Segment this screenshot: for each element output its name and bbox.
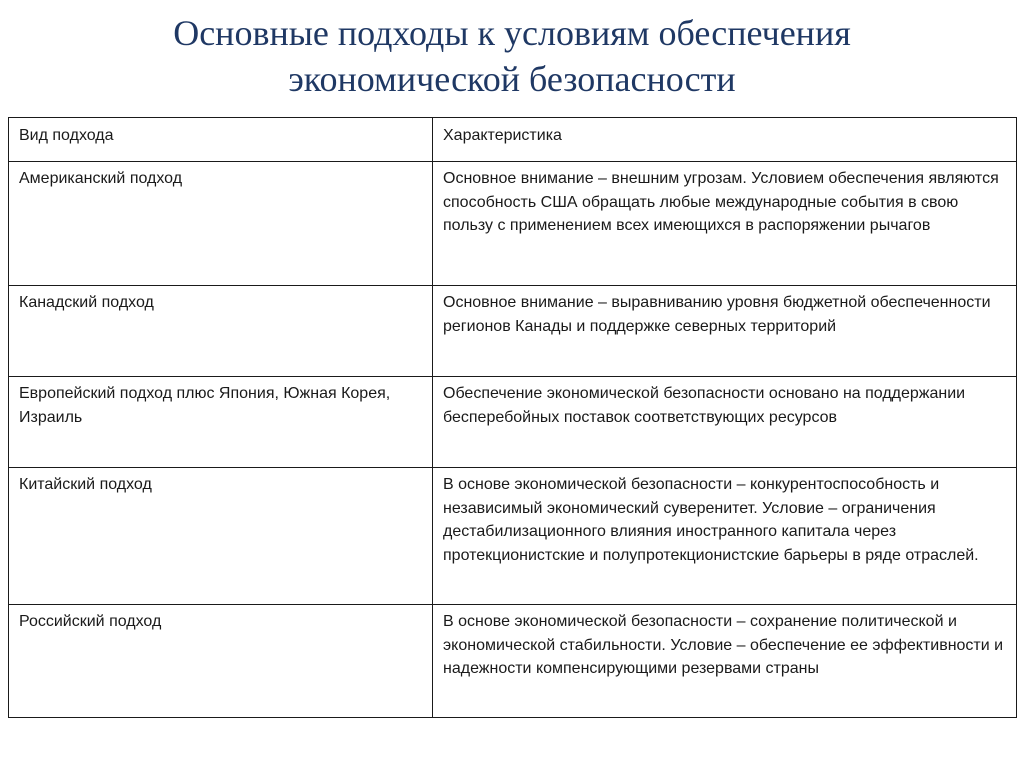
- table-row: [9, 377, 1017, 468]
- page-title: [60, 10, 964, 102]
- approach-description-cell: Основное внимание – выравниванию уровня бюджетной обеспеченности регионов Канады и поддержке северных территорий: [433, 286, 1017, 377]
- approaches-table: [8, 117, 1017, 718]
- approach-description-cell: В основе экономической безопасности – сохранение политической и экономической стабильности. Условие – обеспечение ее эффективности и надежности компенсирующими резервами страны: [433, 605, 1017, 718]
- table-row: [9, 162, 1017, 286]
- table-row: [9, 286, 1017, 377]
- approach-type-cell: Канадский подход: [9, 286, 433, 377]
- approach-type-cell: Российский подход: [9, 605, 433, 718]
- approach-description-cell: Обеспечение экономической безопасности основано на поддержании бесперебойных поставок соответствующих ресурсов: [433, 377, 1017, 468]
- table-header-row: [9, 118, 1017, 162]
- table-row: [9, 605, 1017, 718]
- approach-description-cell: В основе экономической безопасности – конкурентоспособность и независимый экономический суверенитет. Условие – ограничения дестабилизационного влияния иностранного капитала через протекционистские и полупротекционистские барьеры в ряде отраслей.: [433, 468, 1017, 605]
- approach-description-cell: Основное внимание – внешним угрозам. Условием обеспечения являются способность США обращать любые международные события в свою пользу с применением всех имеющихся в распоряжении рычагов: [433, 162, 1017, 286]
- header-cell-type: Вид подхода: [9, 118, 433, 162]
- approach-type-cell: Европейский подход плюс Япония, Южная Корея, Израиль: [9, 377, 433, 468]
- approach-type-cell: Американский подход: [9, 162, 433, 286]
- table-row: [9, 468, 1017, 605]
- title-line-2: экономической безопасности: [288, 59, 736, 99]
- header-cell-description: Характеристика: [433, 118, 1017, 162]
- title-line-1: Основные подходы к условиям обеспечения: [173, 13, 851, 53]
- approach-type-cell: Китайский подход: [9, 468, 433, 605]
